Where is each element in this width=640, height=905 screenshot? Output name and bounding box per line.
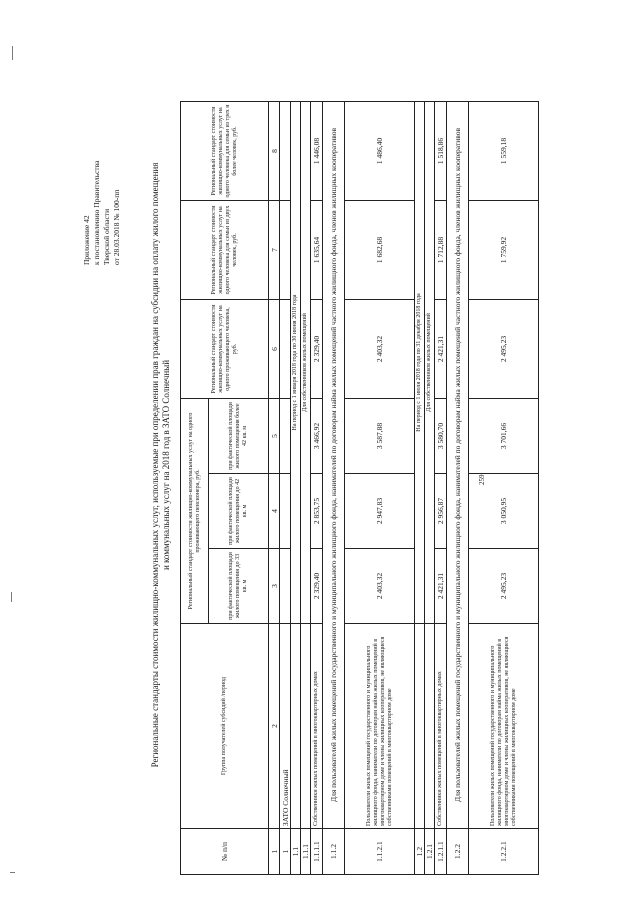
value-cell: 2 947,83 <box>345 474 415 549</box>
title-line: и коммунальных услуг на 2018 год в ЗАТО Солнечный <box>161 359 171 571</box>
table-row <box>447 102 469 875</box>
table-row <box>291 102 301 875</box>
row-number: 1 <box>280 829 291 875</box>
empty-cell <box>280 399 291 474</box>
title-line: Региональные стандарты стоимости жилищно-коммунальных услуг, используемые при определении прав граждан на субсидии на оплату жилого помещения <box>150 162 160 768</box>
row-label: Пользователи жилых помещений государственного и муниципального жилищного фонда, наниматели по договорам найма жилых помещений в многоквартирном доме и члены жилищных кооперативов, не являющиеся собственниками помещений в многоквартирном доме <box>345 624 415 829</box>
row-label: Пользователи жилых помещений государственного и муниципального жилищного фонда, наниматели по договорам найма жилых помещений в многоквартирном доме и члены жилищных кооперативов, не являющиеся собственниками помещений в многоквартирном доме <box>469 624 539 829</box>
value-cell: 2 853,75 <box>311 474 323 549</box>
empty-cell <box>280 474 291 549</box>
header-area-33: при фактической площади жилого помещения до 33 кв. м <box>209 549 269 624</box>
column-number: 5 <box>269 399 280 474</box>
row-number: 1.2.1 <box>425 829 435 875</box>
table-row <box>435 102 447 875</box>
header-row <box>181 102 209 875</box>
row-number: 1.2.2.1 <box>469 829 539 875</box>
row-label: Собственники жилых помещений в многоквартирных домах <box>311 624 323 829</box>
row-number: 1.1 <box>291 829 301 875</box>
header-area-42: при фактической площади жилого помещения до 42 кв. м <box>209 474 269 549</box>
table-row <box>415 102 425 875</box>
value-cell: 1 486,40 <box>345 102 415 201</box>
subgroup-label: Для собственников жилых помещений <box>301 102 311 624</box>
row-label: ЗАТО Солнечный <box>280 624 291 829</box>
value-cell: 3 050,95 <box>469 474 539 549</box>
value-cell: 2 495,23 <box>469 300 539 399</box>
table-row <box>469 102 539 875</box>
value-cell: 2 329,40 <box>311 549 323 624</box>
header-area-over-42: при фактической площади жилого помещения более 42 кв. м <box>209 399 269 474</box>
value-cell: 2 403,32 <box>345 300 415 399</box>
value-cell: 2 403,32 <box>345 549 415 624</box>
appendix-line: от 28.03.2018 № 100-пп <box>112 189 121 265</box>
column-number: 4 <box>269 474 280 549</box>
header-pensioner-group: Региональный стандарт стоимости жилищно-коммунальных услуг на одного проживающего пенсионера, руб. <box>181 399 209 624</box>
table-row <box>345 102 415 875</box>
value-cell: 2 956,87 <box>435 474 447 549</box>
value-cell: 1 635,64 <box>311 201 323 300</box>
value-cell: 2 495,23 <box>469 549 539 624</box>
period-label: На период с 1 июля 2018 года по 31 декабря 2018 года <box>415 102 425 624</box>
empty-cell <box>425 624 435 829</box>
value-cell: 3 701,66 <box>469 399 539 474</box>
table-row <box>425 102 435 875</box>
section-label: Для пользователей жилых помещений государственного и муниципального жилищного фонда, нанимателей по договорам найма жилых помещений частного жилищного фонда, членов жилищных кооперативов <box>447 102 469 829</box>
column-number: 8 <box>269 102 280 201</box>
appendix-line: Тверской области <box>102 208 111 265</box>
value-cell: 1 759,92 <box>469 201 539 300</box>
value-cell: 3 580,70 <box>435 399 447 474</box>
value-cell: 1 518,86 <box>435 102 447 201</box>
row-number: 1.1.1 <box>301 829 311 875</box>
header-three: Региональный стандарт стоимости жилищно-коммунальных услуг на одного человека для семьи из трех и более человек, руб. <box>181 102 269 201</box>
row-label: Собственники жилых помещений в многоквартирных домах <box>435 624 447 829</box>
header-group: Группа получателей субсидий /период <box>181 624 269 829</box>
empty-cell <box>280 102 291 201</box>
value-cell: 2 421,31 <box>435 549 447 624</box>
value-cell: 3 587,88 <box>345 399 415 474</box>
section-label: Для пользователей жилых помещений государственного и муниципального жилищного фонда, нанимателей по договорам найма жилых помещений частного жилищного фонда, членов жилищных кооперативов <box>323 102 345 829</box>
value-cell: 3 466,92 <box>311 399 323 474</box>
standards-table <box>180 101 539 875</box>
value-cell: 1 712,88 <box>435 201 447 300</box>
value-cell: 1 446,08 <box>311 102 323 201</box>
column-number: 1 <box>269 829 280 875</box>
header-num: № п/п <box>181 829 269 875</box>
row-number: 1.1.2.1 <box>345 829 415 875</box>
appendix-block <box>82 161 122 265</box>
empty-cell <box>415 624 425 829</box>
value-cell: 2 421,31 <box>435 300 447 399</box>
column-number: 2 <box>269 624 280 829</box>
value-cell: 1 559,18 <box>469 102 539 201</box>
subgroup-label: Для собственников жилых помещений <box>425 102 435 624</box>
empty-cell <box>280 300 291 399</box>
column-number: 3 <box>269 549 280 624</box>
row-number: 1.2.2 <box>447 829 469 875</box>
row-number: 1.2.1.1 <box>435 829 447 875</box>
table-row <box>323 102 345 875</box>
empty-cell <box>280 549 291 624</box>
document-title <box>150 115 172 815</box>
value-cell: 2 329,40 <box>311 300 323 399</box>
header-two: Региональный стандарт стоимости жилищно-коммунальных услуг на одного человека для семьи из двух человек, руб. <box>181 201 269 300</box>
row-number: 1.1.2 <box>323 829 345 875</box>
period-label: На период с 1 января 2018 года по 30 июня 2018 года <box>291 102 301 624</box>
appendix-line: Приложение 42 <box>82 215 91 265</box>
row-number: 1.1.1.1 <box>311 829 323 875</box>
row-number: 1.2 <box>415 829 425 875</box>
header-single: Региональный стандарт стоимости жилищно-коммунальных услуг на одного проживающего человека, руб. <box>181 300 269 399</box>
table-row <box>311 102 323 875</box>
table-row <box>301 102 311 875</box>
column-number: 6 <box>269 300 280 399</box>
appendix-line: к постановлению Правительства <box>92 160 101 265</box>
column-number: 7 <box>269 201 280 300</box>
empty-cell <box>291 624 301 829</box>
value-cell: 1 682,68 <box>345 201 415 300</box>
table-row <box>280 102 291 875</box>
rotated-page <box>0 25 640 905</box>
empty-cell <box>301 624 311 829</box>
page-number: 259 <box>478 474 486 485</box>
column-number-row <box>269 102 280 875</box>
empty-cell <box>280 201 291 300</box>
